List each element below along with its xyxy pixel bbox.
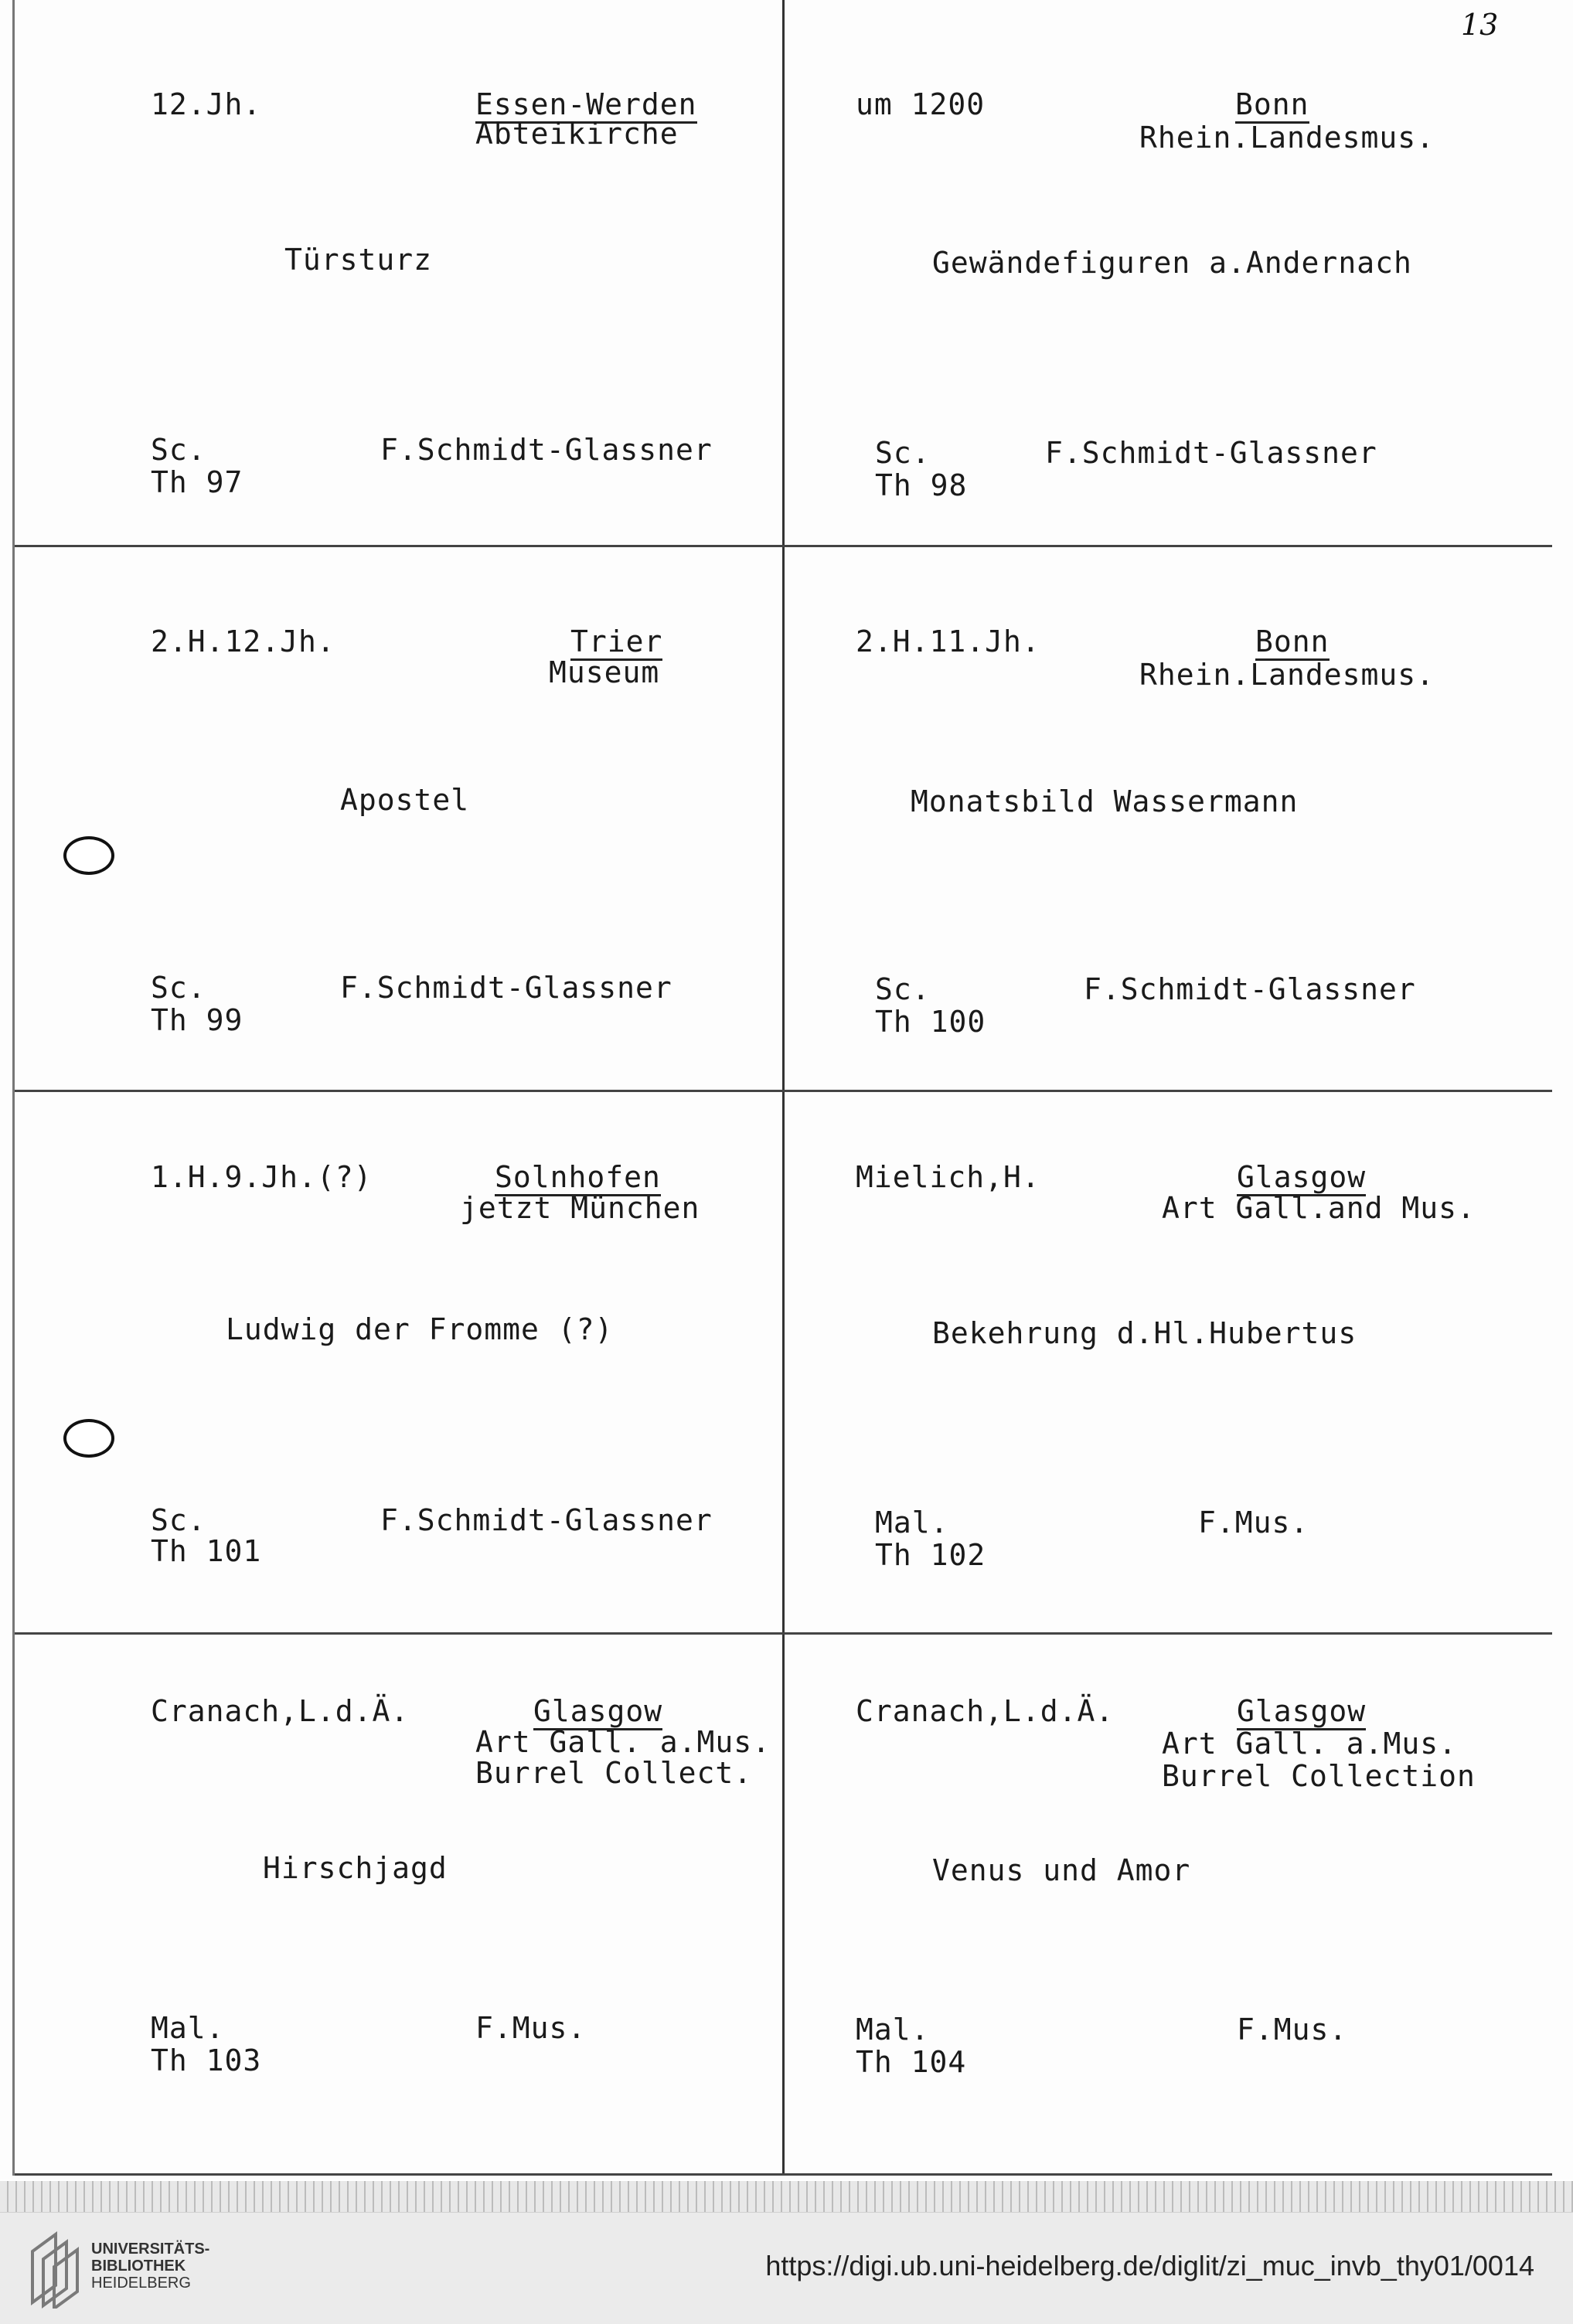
card-place: Glasgow [533,1696,662,1730]
card-place: Bonn [1235,89,1309,124]
card-title: Türsturz [284,243,433,277]
card-photographer: F.Schmidt-Glassner [380,433,713,467]
card-date: 12.Jh. [151,87,262,121]
card-signature: Th 101 [151,1534,262,1568]
card-place-detail: Burrel Collect. [475,1756,753,1790]
index-card [796,1632,1492,2166]
card-signature: Th 102 [875,1538,986,1572]
card-date: um 1200 [856,87,986,121]
scan-edge-strip [0,2181,1573,2212]
index-card [23,1632,771,2166]
left-edge [12,0,15,2176]
row-divider [14,2173,1552,2176]
card-place-detail: Museum [549,655,660,689]
card-title: Hirschjagd [263,1851,448,1885]
card-photographer: F.Schmidt-Glassner [380,1503,713,1537]
library-name: UNIVERSITÄTS- BIBLIOTHEK HEIDELBERG [91,2241,210,2292]
index-card [23,545,719,1078]
card-photographer: F.Mus. [1198,1506,1309,1540]
card-place: Trier [570,626,662,661]
card-title: Venus und Amor [932,1853,1191,1887]
card-place: Glasgow [1237,1696,1366,1730]
card-photographer: F.Schmidt-Glassner [1045,436,1377,470]
card-date: 2.H.12.Jh. [151,624,335,658]
card-signature: Th 97 [151,465,243,499]
card-category: Sc. [875,972,931,1006]
card-date: Cranach,L.d.Ä. [856,1694,1115,1728]
card-place-detail: Art Gall. a.Mus. [475,1725,771,1759]
card-signature: Th 100 [875,1005,986,1039]
viewer-footer [0,2212,1573,2324]
index-card [796,545,1492,1078]
library-logo-icon [28,2228,82,2309]
card-date: Cranach,L.d.Ä. [151,1694,410,1728]
card-place-detail: jetzt München [460,1191,700,1225]
card-category: Sc. [875,436,931,470]
card-place-detail: Art Gall. a.Mus. [1162,1727,1458,1761]
card-place-detail: Art Gall.and Mus. [1162,1191,1476,1225]
index-card [796,1090,1492,1623]
card-category: Sc. [151,971,206,1005]
page-number: 13 [1461,8,1499,42]
card-photographer: F.Mus. [475,2011,587,2045]
card-category: Mal. [856,2013,930,2047]
card-photographer: F.Schmidt-Glassner [340,971,672,1005]
card-place-detail: Abteikirche [475,117,679,151]
card-title: Gewändefiguren a.Andernach [932,246,1412,280]
card-category: Mal. [875,1506,949,1540]
card-category: Sc. [151,1503,206,1537]
card-place: Solnhofen [495,1162,661,1196]
card-category: Sc. [151,433,206,467]
card-place: Glasgow [1237,1162,1366,1196]
card-date: 1.H.9.Jh.(?) [151,1160,373,1194]
card-title: Ludwig der Fromme (?) [226,1312,614,1346]
index-card [23,0,719,533]
card-date: 2.H.11.Jh. [856,624,1040,658]
index-card [796,0,1492,533]
card-place: Essen-Werden [475,89,697,124]
column-divider [782,0,785,2176]
card-signature: Th 99 [151,1003,243,1037]
card-signature: Th 98 [875,468,968,502]
card-title: Monatsbild Wassermann [911,784,1299,818]
card-title: Apostel [340,783,470,817]
card-place: Bonn [1255,626,1330,661]
card-photographer: F.Schmidt-Glassner [1084,972,1416,1006]
card-photographer: F.Mus. [1237,2013,1348,2047]
card-category: Mal. [151,2011,225,2045]
permalink-url[interactable]: https://digi.ub.uni-heidelberg.de/diglit/zi_muc_invb_thy01/0014 [765,2250,1534,2281]
card-title: Bekehrung d.Hl.Hubertus [932,1316,1357,1350]
index-card [23,1090,719,1623]
card-place-detail: Rhein.Landesmus. [1139,121,1435,155]
card-place-detail: Rhein.Landesmus. [1139,658,1435,692]
card-date: Mielich,H. [856,1160,1040,1194]
card-place-detail: Burrel Collection [1162,1759,1476,1793]
card-signature: Th 103 [151,2043,262,2077]
card-signature: Th 104 [856,2045,967,2079]
